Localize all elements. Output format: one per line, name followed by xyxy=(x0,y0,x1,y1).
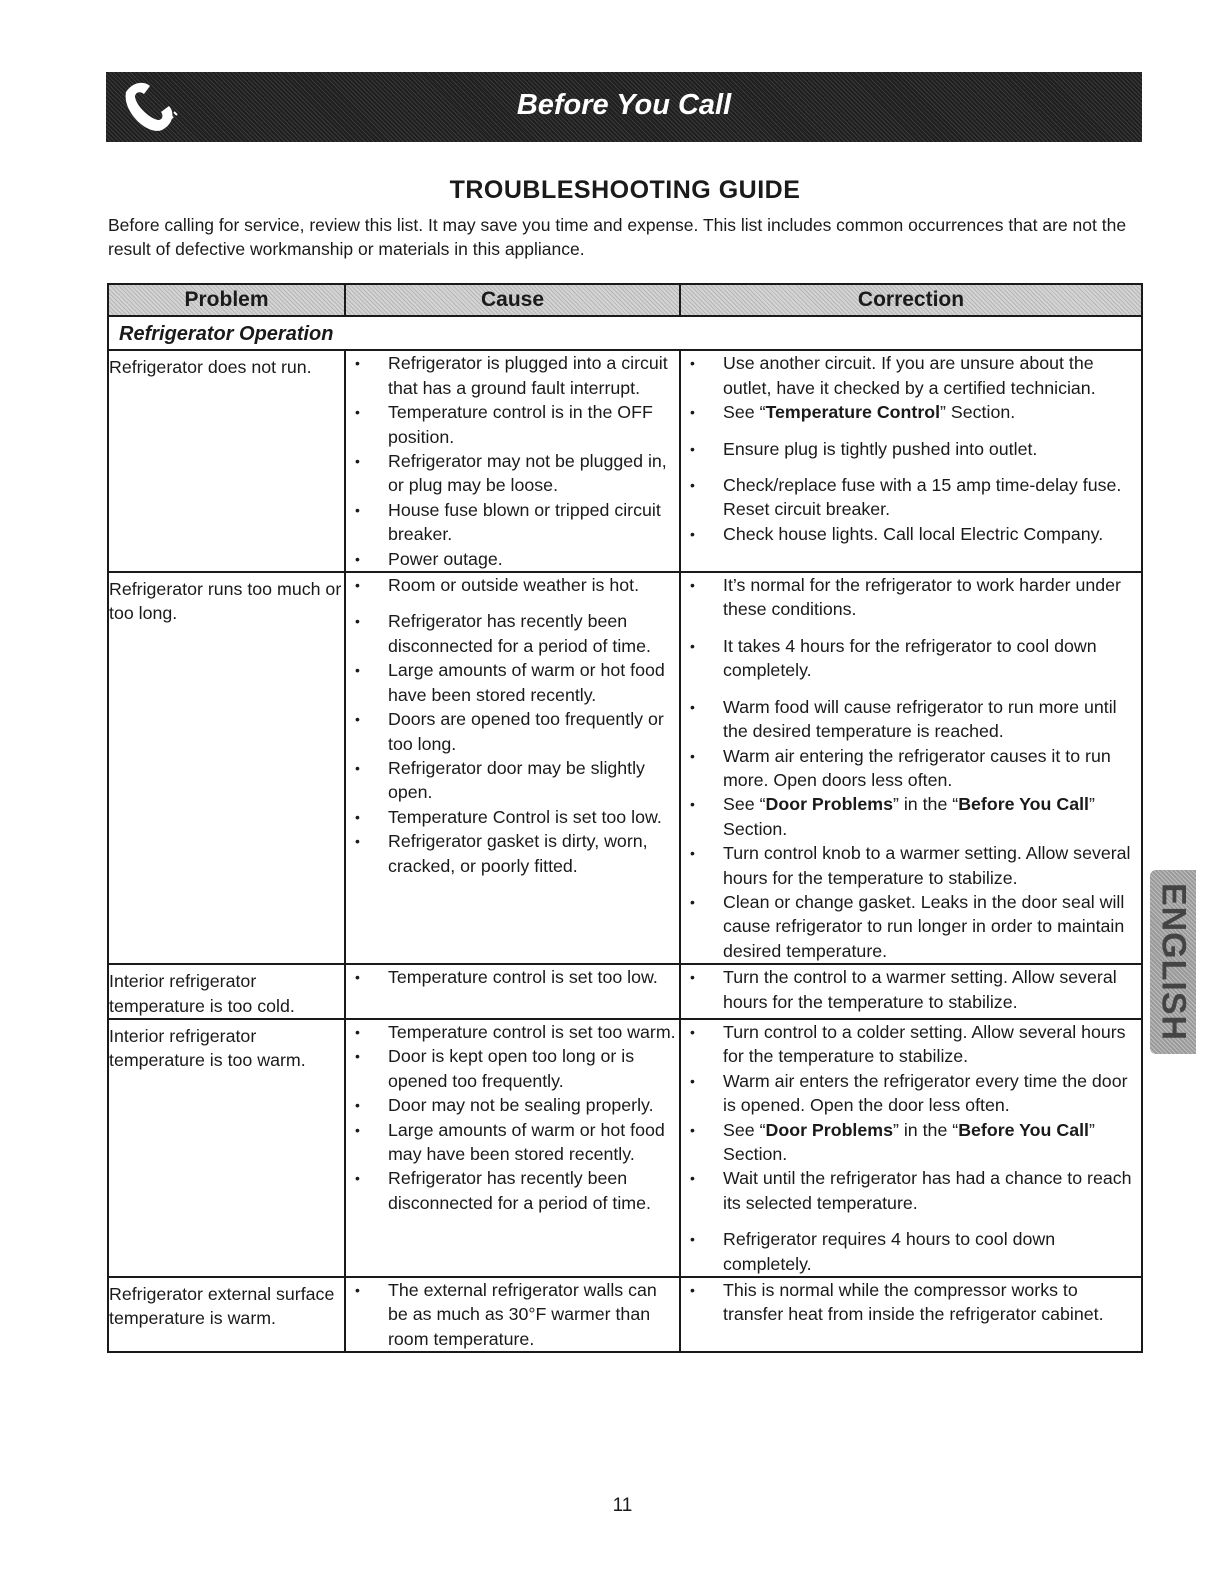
cause-item: • Power outage. xyxy=(346,547,679,571)
column-header-cause: Cause xyxy=(345,284,680,316)
correction-item: • Turn control knob to a warmer setting. Allow several hours for the temperature to stabilize. xyxy=(681,841,1141,890)
emphasis-text: Door Problems xyxy=(765,1119,893,1140)
emphasis-text: Temperature Control xyxy=(765,402,941,423)
banner-title: Before You Call xyxy=(516,89,732,121)
correction-item: • Check house lights. Call local Electric Company. xyxy=(681,522,1141,546)
problem-cell xyxy=(108,1277,345,1352)
emphasis-text: Before You Call xyxy=(958,794,1089,815)
language-tab xyxy=(1150,870,1196,1054)
cause-item: • Refrigerator has recently been disconnected for a period of time. xyxy=(346,1166,679,1215)
cause-item: • Door may not be sealing properly. xyxy=(346,1093,679,1117)
cause-item: • Refrigerator may not be plugged in, or plug may be loose. xyxy=(346,449,679,498)
correction-item: • Turn control to a colder setting. Allow several hours for the temperature to stabilize. xyxy=(681,1020,1141,1069)
cause-item: • Temperature control is set too warm. xyxy=(346,1020,679,1044)
correction-item: • Warm air enters the refrigerator every time the door is opened. Open the door less often. xyxy=(681,1069,1141,1118)
emphasis-text: Before You Call xyxy=(958,1119,1089,1140)
cause-item: • Large amounts of warm or hot food have been stored recently. xyxy=(346,658,679,707)
language-tab-label: ENGLISH xyxy=(1154,882,1193,1042)
problem-text: Interior refrigerator temperature is too cold. xyxy=(109,971,295,1016)
correction-item: • See “Door Problems” in the “Before You Call” Section. xyxy=(681,792,1141,841)
cause-item: • Door is kept open too long or is opened too frequently. xyxy=(346,1044,679,1093)
correction-item: • Clean or change gasket. Leaks in the door seal will cause refrigerator to run longer in order to maintain desired temperature. xyxy=(681,890,1141,963)
cause-cell xyxy=(345,350,680,572)
correction-cell xyxy=(680,1277,1142,1352)
problem-text: Refrigerator runs too much or too long. xyxy=(109,579,342,624)
column-header-problem: Problem xyxy=(108,284,345,316)
cause-item: • Temperature Control is set too low. xyxy=(346,805,679,829)
table-row xyxy=(108,1277,1142,1352)
table-row xyxy=(108,964,1142,1019)
table-row xyxy=(108,1019,1142,1277)
cause-cell xyxy=(345,572,680,964)
correction-item: • This is normal while the compressor works to transfer heat from inside the refrigerator cabinet. xyxy=(681,1278,1141,1327)
correction-cell xyxy=(680,350,1142,572)
cause-item: • Refrigerator is plugged into a circuit that has a ground fault interrupt. xyxy=(346,351,679,400)
intro-paragraph: Before calling for service, review this list. It may save you time and expense. This list includes common occurrences that are not the result of defective workmanship or materials in this appliance. xyxy=(108,215,1127,259)
cause-cell xyxy=(345,1277,680,1352)
header-banner xyxy=(106,72,1142,142)
correction-cell xyxy=(680,1019,1142,1277)
problem-text: Refrigerator does not run. xyxy=(109,357,312,378)
correction-item: • It’s normal for the refrigerator to work harder under these conditions. xyxy=(681,573,1141,622)
problem-cell xyxy=(108,964,345,1019)
correction-item: • Turn the control to a warmer setting. Allow several hours for the temperature to stabilize. xyxy=(681,965,1141,1014)
problem-text: Refrigerator external surface temperature is warm. xyxy=(109,1284,335,1329)
table-row xyxy=(108,572,1142,964)
troubleshooting-table xyxy=(107,283,1143,1353)
cause-item: • House fuse blown or tripped circuit breaker. xyxy=(346,498,679,547)
section-row xyxy=(108,316,1142,350)
page-title: TROUBLESHOOTING GUIDE xyxy=(449,176,801,204)
correction-cell xyxy=(680,964,1142,1019)
correction-item: • Refrigerator requires 4 hours to cool down completely. xyxy=(681,1227,1141,1276)
correction-cell xyxy=(680,572,1142,964)
cause-item: • The external refrigerator walls can be as much as 30°F warmer than room temperature. xyxy=(346,1278,679,1351)
section-title: Refrigerator Operation xyxy=(108,316,1142,350)
correction-item: • Warm air entering the refrigerator causes it to run more. Open doors less often. xyxy=(681,744,1141,793)
correction-item: • Ensure plug is tightly pushed into outlet. xyxy=(681,437,1141,461)
table-row xyxy=(108,350,1142,572)
cause-item: • Temperature control is set too low. xyxy=(346,965,679,989)
cause-item: • Room or outside weather is hot. xyxy=(346,573,679,597)
problem-text: Interior refrigerator temperature is too warm. xyxy=(109,1025,306,1071)
correction-item: • It takes 4 hours for the refrigerator to cool down completely. xyxy=(681,634,1141,683)
cause-item: • Temperature control is in the OFF position. xyxy=(346,400,679,449)
cause-item: • Large amounts of warm or hot food may have been stored recently. xyxy=(346,1118,679,1167)
table-header-row xyxy=(108,284,1142,316)
problem-cell xyxy=(108,1019,345,1277)
cause-item: • Refrigerator gasket is dirty, worn, cracked, or poorly fitted. xyxy=(346,829,679,878)
correction-item: • See “Temperature Control” Section. xyxy=(681,400,1141,424)
correction-item: • Wait until the refrigerator has had a chance to reach its selected temperature. xyxy=(681,1166,1141,1215)
cause-item: • Refrigerator door may be slightly open. xyxy=(346,756,679,805)
cause-item: • Doors are opened too frequently or too long. xyxy=(346,707,679,756)
correction-item: • See “Door Problems” in the “Before You Call” Section. xyxy=(681,1118,1141,1167)
correction-item: • Use another circuit. If you are unsure about the outlet, have it checked by a certified technician. xyxy=(681,351,1141,400)
cause-cell xyxy=(345,964,680,1019)
page-number: 11 xyxy=(612,1495,633,1516)
cause-item: • Refrigerator has recently been disconnected for a period of time. xyxy=(346,609,679,658)
correction-item: • Check/replace fuse with a 15 amp time-delay fuse. Reset circuit breaker. xyxy=(681,473,1141,522)
correction-item: • Warm food will cause refrigerator to run more until the desired temperature is reached. xyxy=(681,695,1141,744)
emphasis-text: Door Problems xyxy=(765,794,893,815)
cause-cell xyxy=(345,1019,680,1277)
problem-cell xyxy=(108,350,345,572)
problem-cell xyxy=(108,572,345,964)
column-header-correction: Correction xyxy=(680,284,1142,316)
